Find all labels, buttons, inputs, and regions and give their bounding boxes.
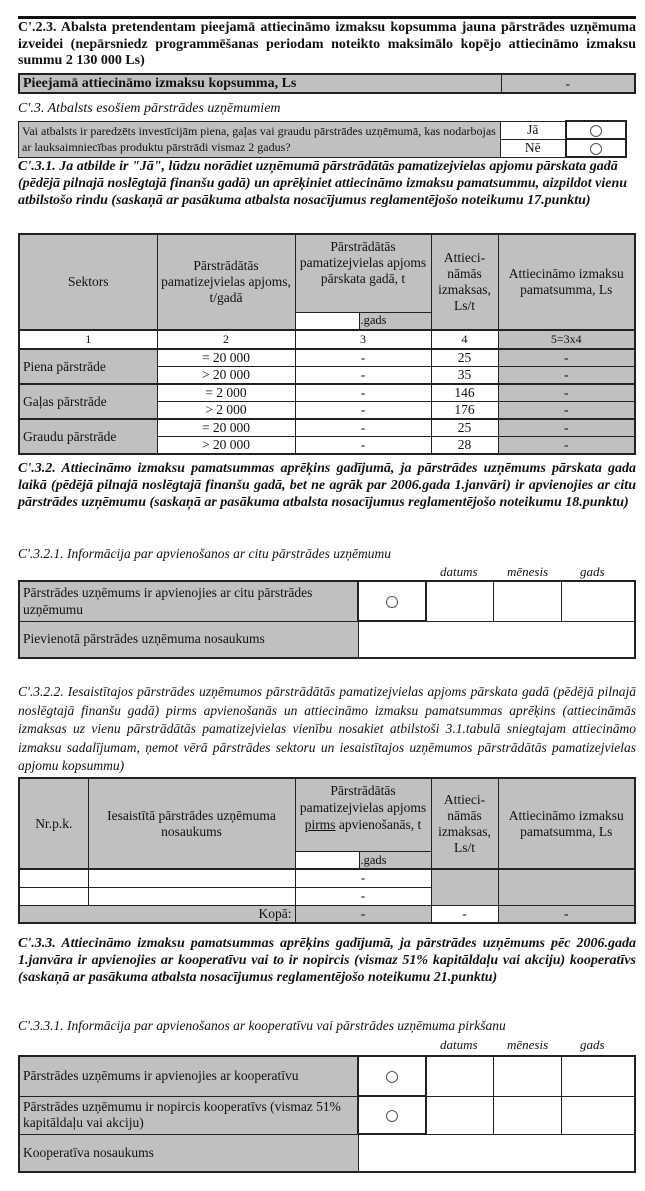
- nr-input[interactable]: [19, 869, 88, 887]
- col-number: 1: [19, 330, 157, 349]
- year-input[interactable]: [296, 313, 360, 329]
- radio-circle-icon: [386, 596, 398, 608]
- capacity-cell: = 20 000: [157, 349, 295, 367]
- total-label: Kopā:: [19, 905, 295, 923]
- year-input[interactable]: [296, 852, 360, 868]
- col-rate: Attieci-nāmās izmaksas, Ls/t: [431, 778, 498, 869]
- col-volume-label-end: apvienošanās, t: [338, 817, 422, 832]
- rate-cell: [431, 869, 498, 905]
- col-volume-label: Pārstrādātās pamatizejvielas apjoms: [299, 783, 427, 815]
- section-c31-heading: C'.3.1. Ja atbilde ir "Jā", lūdzu norādiet uzņēmumā pārstrādātās pamatizejvielas apjomu pārskata gadā (pēdējā pilnajā noslēgtajā finanšu gadā) un aprēķiniet attiecināmo izmaksu pamatsummu, aizpildot vienu atbilstošo rindu (saskaņā ar pasākuma atbalsta nosacījumus reglamentējošo noteikumu 17.punktu): [18, 159, 628, 208]
- coop-name-input[interactable]: [358, 1134, 635, 1172]
- coop-bought-year-input[interactable]: [561, 1096, 635, 1134]
- col-volume-before-underlined: pirms: [304, 817, 336, 832]
- rate-cell: 176: [431, 402, 498, 420]
- merged-label: Pārstrādes uzņēmums ir apvienojies ar citu pārstrādes uzņēmumu: [19, 581, 358, 621]
- radio-circle-icon: [590, 125, 602, 137]
- coop-merged-year-input[interactable]: [561, 1056, 635, 1096]
- support-question: Vai atbalsts ir paredzēts investīcijām piena, gaļas vai graudu pārstrādes uzņēmumā, kas nodarbojas ar lauksaimniecības produktu pārstrādi vismaz 2 gadus?: [19, 121, 501, 157]
- no-radio[interactable]: [566, 139, 627, 157]
- merged-radio[interactable]: [358, 581, 426, 621]
- col-number: 5=3x4: [498, 330, 635, 349]
- col-sum: Attiecināmo izmaksu pamatsumma, Ls: [498, 778, 635, 869]
- rate-cell: 25: [431, 419, 498, 437]
- merged-day-input[interactable]: [426, 581, 493, 621]
- table-row: [19, 419, 635, 437]
- date-label-year: gads: [580, 1037, 605, 1052]
- year-suffix: .gads: [360, 853, 387, 867]
- coop-merged-day-input[interactable]: [426, 1056, 493, 1096]
- volume-cell[interactable]: -: [295, 887, 431, 905]
- col-volume-label: Pārstrādātās pamatizejvielas apjoms pārskata gadā, t: [299, 239, 427, 286]
- col-nr: Nr.p.k.: [19, 778, 88, 869]
- available-total-label: Pieejamā attiecināmo izmaksu kopsumma, Ls: [19, 74, 501, 93]
- section-c33-heading: C'.3.3. Attiecināmo izmaksu pamatsummas aprēķins gadījumā, ja pārstrādes uzņēmums pēc 2006.gada 1.janvāra ir apvienojies ar kooperatīvu vai to ir nopircis (vismaz 51% kapitāldaļu vai akciju) kooperatīvs (saskaņā ar pasākuma atbalsta nosacījumus reglamentējošo noteikumu 21.punktu): [18, 936, 636, 985]
- col-volume-before: [295, 778, 431, 869]
- col-volume: [295, 234, 431, 330]
- capacity-cell: = 20 000: [157, 419, 295, 437]
- sector-name: Graudu pārstrāde: [19, 419, 157, 454]
- no-label: Nē: [501, 139, 566, 157]
- sum-cell: -: [498, 367, 635, 385]
- total-volume: -: [295, 905, 431, 923]
- merged-company-label: Pievienotā pārstrādes uzņēmuma nosaukums: [19, 621, 358, 658]
- date-label-month: mēnesis: [507, 564, 549, 579]
- section-c321-heading: C'.3.2.1. Informācija par apvienošanos ar citu pārstrādes uzņēmumu: [18, 546, 392, 561]
- section-c223-heading: C'.2.3. Abalsta pretendentam pieejamā attiecināmo izmaksu kopsumma jauna pārstrādes uzņēmuma izveidei (nepārsniedz programmēšanas periodam noteikto maksimālo kopējo attiecināmo izmaksu summu 2 130 000 Ls): [18, 20, 636, 68]
- merged-company-input[interactable]: [358, 621, 635, 658]
- total-sum: -: [498, 905, 635, 923]
- rate-cell: 146: [431, 384, 498, 402]
- volume-cell[interactable]: -: [295, 437, 431, 455]
- sum-cell: -: [498, 349, 635, 367]
- section-c3-heading: C'.3. Atbalsts esošiem pārstrādes uzņēmumiem: [18, 101, 281, 116]
- company-input[interactable]: [88, 887, 295, 905]
- company-input[interactable]: [88, 869, 295, 887]
- capacity-cell: > 20 000: [157, 367, 295, 385]
- rate-cell: 28: [431, 437, 498, 455]
- year-suffix: .gads: [360, 313, 387, 327]
- radio-circle-icon: [386, 1071, 398, 1083]
- merged-month-input[interactable]: [493, 581, 561, 621]
- date-label-year: gads: [580, 564, 605, 579]
- coop-bought-label: Pārstrādes uzņēmumu ir nopircis kooperatīvs (vismaz 51% kapitāldaļu vai akciju): [19, 1096, 358, 1134]
- rate-cell: 25: [431, 349, 498, 367]
- col-capacity: Pārstrādātās pamatizejvielas apjoms, t/gadā: [157, 234, 295, 330]
- sum-cell: -: [498, 437, 635, 455]
- volume-cell[interactable]: -: [295, 384, 431, 402]
- volume-cell[interactable]: -: [295, 402, 431, 420]
- yes-label: Jā: [501, 121, 566, 139]
- sum-cell: -: [498, 384, 635, 402]
- volume-cell[interactable]: -: [295, 869, 431, 887]
- date-label-month: mēnesis: [507, 1037, 549, 1052]
- coop-bought-day-input[interactable]: [426, 1096, 493, 1134]
- sum-cell: -: [498, 402, 635, 420]
- sector-name: Gaļas pārstrāde: [19, 384, 157, 419]
- sum-cell: [498, 869, 635, 905]
- capacity-cell: = 2 000: [157, 384, 295, 402]
- volume-cell[interactable]: -: [295, 349, 431, 367]
- table-row: [19, 349, 635, 367]
- coop-merged-radio[interactable]: [358, 1056, 426, 1096]
- col-number: 2: [157, 330, 295, 349]
- col-number: 4: [431, 330, 498, 349]
- capacity-cell: > 20 000: [157, 437, 295, 455]
- volume-cell[interactable]: -: [295, 419, 431, 437]
- section-c331-heading: C'.3.3.1. Informācija par apvienošanos ar kooperatīvu vai pārstrādes uzņēmuma pirkšanu: [18, 1018, 506, 1033]
- sector-name: Piena pārstrāde: [19, 349, 157, 384]
- capacity-cell: > 2 000: [157, 402, 295, 420]
- total-rate[interactable]: -: [431, 905, 498, 923]
- merged-year-input[interactable]: [561, 581, 635, 621]
- table-row: [19, 384, 635, 402]
- volume-cell[interactable]: -: [295, 367, 431, 385]
- yes-radio[interactable]: [566, 121, 627, 139]
- section-c322-heading: C'.3.2.2. Iesaistītajos pārstrādes uzņēmumos pārstrādātās pamatizejvielas apjoms pārskata gadā (pēdējā pilnajā noslēgtajā finanšu gadā) pirms apvienošanās un attiecināmo izmaksu pamatsummas aprēķins (attiecināmās izmaksas uz vienu pārstrādātās pamatizejvielas vienību nosakiet atbilstoši 3.1.tabulā sniegtajam attiecināmo izmaksu sadalījumam, ņemot vērā pārstrādes sektoru un iesaistītajos uzņēmumos pārstrādātās pamatizejvielas apjomu kopsummu): [18, 684, 636, 773]
- sum-cell: -: [498, 419, 635, 437]
- coop-bought-month-input[interactable]: [493, 1096, 561, 1134]
- coop-name-label: Kooperatīva nosaukums: [19, 1134, 358, 1172]
- rate-cell: 35: [431, 367, 498, 385]
- col-number: 3: [295, 330, 431, 349]
- col-sum: Attiecināmo izmaksu pamatsumma, Ls: [498, 234, 635, 330]
- col-company: Iesaistītā pārstrādes uzņēmuma nosaukums: [88, 778, 295, 869]
- available-total-value[interactable]: -: [501, 74, 635, 93]
- coop-merged-label: Pārstrādes uzņēmums ir apvienojies ar kooperatīvu: [19, 1056, 358, 1096]
- radio-circle-icon: [590, 143, 602, 155]
- date-label-day: datums: [440, 564, 478, 579]
- coop-merged-month-input[interactable]: [493, 1056, 561, 1096]
- nr-input[interactable]: [19, 887, 88, 905]
- top-rule: [18, 16, 636, 19]
- radio-circle-icon: [386, 1110, 398, 1122]
- col-rate: Attieci-nāmās izmaksas, Ls/t: [431, 234, 498, 330]
- col-sektors: Sektors: [19, 234, 157, 330]
- section-c32-heading: C'.3.2. Attiecināmo izmaksu pamatsummas aprēķins gadījumā, ja pārstrādes uzņēmums pārskata gada laikā (pēdējā pilnajā noslēgtajā finanšu gadā, bet ne agrāk par 2006.gada 1.janvāri) ir apvienojies ar citu pārstrādes uzņēmumu (saskaņā ar pasākuma atbalsta nosacījumus reglamentējošo noteikumu 18.punktu): [18, 461, 636, 510]
- coop-bought-radio[interactable]: [358, 1096, 426, 1134]
- date-label-day: datums: [440, 1037, 478, 1052]
